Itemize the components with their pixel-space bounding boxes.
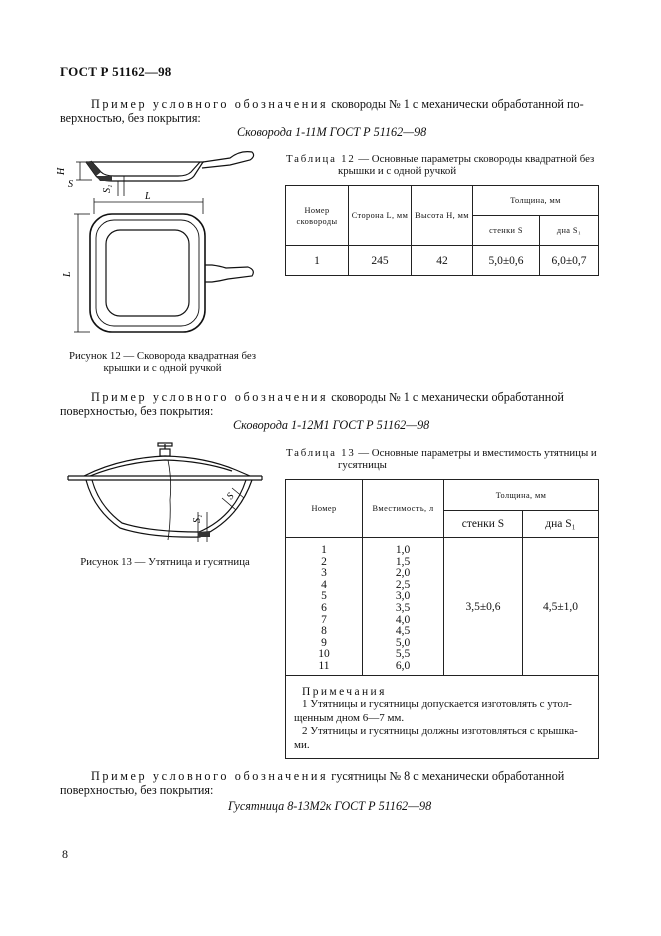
- label-L-side: L: [62, 271, 73, 277]
- table-13-header-thickness: Толщина, мм: [444, 480, 599, 511]
- list-item: 4,5: [395, 625, 411, 638]
- table-13-header-wall: стенки S: [444, 511, 523, 538]
- example-2-prefix: Пример условного обозначения: [91, 390, 329, 404]
- note-2-line1: 2 Утятницы и гусятницы должны изготовляться с крышка-: [302, 725, 578, 737]
- figure-12-caption-line2: крышки и с одной ручкой: [103, 362, 222, 374]
- table-13: [285, 479, 599, 759]
- table-13-header-capacity: Вместимость, л: [363, 480, 444, 538]
- example-2-text-line2: поверхностью, без покрытия:: [60, 404, 214, 418]
- list-item: 3: [321, 567, 327, 580]
- table-13-header-number: Номер: [286, 480, 363, 538]
- note-2-line2: ми.: [294, 738, 310, 751]
- label-S1-13: S₁: [192, 514, 203, 523]
- table-13-numbers: [286, 538, 363, 676]
- table-12-header-height: Высота H, мм: [412, 186, 473, 246]
- list-item: 4,0: [395, 613, 411, 626]
- list-item: 2: [321, 555, 327, 568]
- list-item: 2,5: [395, 578, 411, 591]
- notes-title: Примечания: [302, 686, 387, 698]
- figure-12-caption-line1: Рисунок 12 — Сковорода квадратная без: [68, 350, 257, 362]
- label-S: S: [68, 179, 73, 190]
- list-item: 3,0: [395, 590, 411, 603]
- page-number: 8: [62, 847, 68, 861]
- example-3-line1: [91, 769, 611, 784]
- list-item: 4: [321, 578, 327, 591]
- note-1-line1: 1 Утятницы и гусятницы допускается изготовлять с утол-: [302, 698, 572, 710]
- table-13-caption-text-line1: — Основные параметры и вместимость утятницы и: [355, 447, 597, 459]
- label-S-13: S: [224, 491, 237, 502]
- list-item: 5,0: [395, 636, 411, 649]
- table-13-cell-wall: 3,5±0,6: [444, 538, 523, 676]
- table-13-cell-bottom: 4,5±1,0: [523, 538, 599, 676]
- example-3-prefix: Пример условного обозначения: [91, 769, 329, 783]
- label-H: H: [56, 167, 67, 175]
- table-12-cell-height: 42: [412, 246, 473, 276]
- table-12-header-side: Сторона L, мм: [349, 186, 412, 246]
- table-row: [286, 538, 599, 676]
- table-12-header-thickness: Толщина, мм: [473, 186, 599, 216]
- list-item: 3,5: [395, 601, 411, 614]
- document-header: ГОСТ Р 51162—98: [60, 64, 172, 79]
- list-item: 6,0: [395, 659, 411, 672]
- designation-2: Сковорода 1-12М1 ГОСТ Р 51162—98: [233, 418, 430, 432]
- designation-3: Гусятница 8-13М2к ГОСТ Р 51162—98: [228, 799, 432, 813]
- example-1-prefix: Пример условного обозначения: [91, 97, 329, 111]
- roaster-hatch: [198, 531, 210, 537]
- example-3-text-line1: гусятницы № 8 с механически обработанной: [328, 769, 565, 783]
- list-item: 1,5: [395, 555, 411, 568]
- table-12-header-wall: стенки S: [473, 216, 540, 246]
- example-1-text-line1: сковороды № 1 с механически обработанной по-: [328, 97, 584, 111]
- table-13-caption-line1: [286, 447, 606, 459]
- list-item: 11: [318, 659, 330, 672]
- list-item: 1: [321, 544, 327, 556]
- table-12-cell-number: 1: [286, 246, 349, 276]
- table-13-header-bottom: дна S₁: [523, 511, 599, 538]
- list-item: 10: [318, 648, 330, 661]
- table-13-caption-line2: гусятницы: [338, 459, 387, 471]
- table-13-caption-prefix: Таблица 13: [286, 447, 356, 459]
- list-item: 5,5: [395, 648, 411, 661]
- label-S1: S₁: [102, 184, 113, 193]
- list-item: 9: [321, 636, 327, 649]
- table-12-cell-wall: 5,0±0,6: [473, 246, 540, 276]
- list-item: 5: [321, 590, 327, 603]
- list-item: 6: [321, 601, 327, 614]
- table-12-cell-side: 245: [349, 246, 412, 276]
- list-item: 8: [321, 625, 327, 638]
- note-1-line2: щенным дном 6—7 мм.: [294, 711, 405, 724]
- table-12-caption-line2: крышки и с одной ручкой: [338, 165, 457, 177]
- table-12-header-bottom: дна S₁: [540, 216, 599, 246]
- example-1-text-line2: верхностью, без покрытия:: [60, 111, 201, 125]
- table-12-caption-text-line1: — Основные параметры сковороды квадратной без: [355, 153, 595, 165]
- example-3-text-line2: поверхностью, без покрытия:: [60, 783, 214, 797]
- figure-13-caption: Рисунок 13 — Утятница и гусятница: [80, 556, 250, 568]
- table-13-capacities: [363, 538, 444, 676]
- table-12-header-number: Номер сковороды: [286, 186, 349, 246]
- example-2-text-line1: сковороды № 1 с механически обработанной: [328, 390, 564, 404]
- list-item: 1,0: [395, 544, 411, 556]
- designation-1: Сковорода 1-11М ГОСТ Р 51162—98: [237, 125, 427, 139]
- list-item: 7: [321, 613, 327, 626]
- label-L-top: L: [145, 191, 151, 202]
- roaster-drawing: [68, 443, 262, 542]
- table-13-notes: [286, 676, 599, 759]
- table-12-cell-bottom: 6,0±0,7: [540, 246, 599, 276]
- table-12-caption-prefix: Таблица 12: [286, 153, 356, 165]
- list-item: 2,0: [395, 567, 411, 580]
